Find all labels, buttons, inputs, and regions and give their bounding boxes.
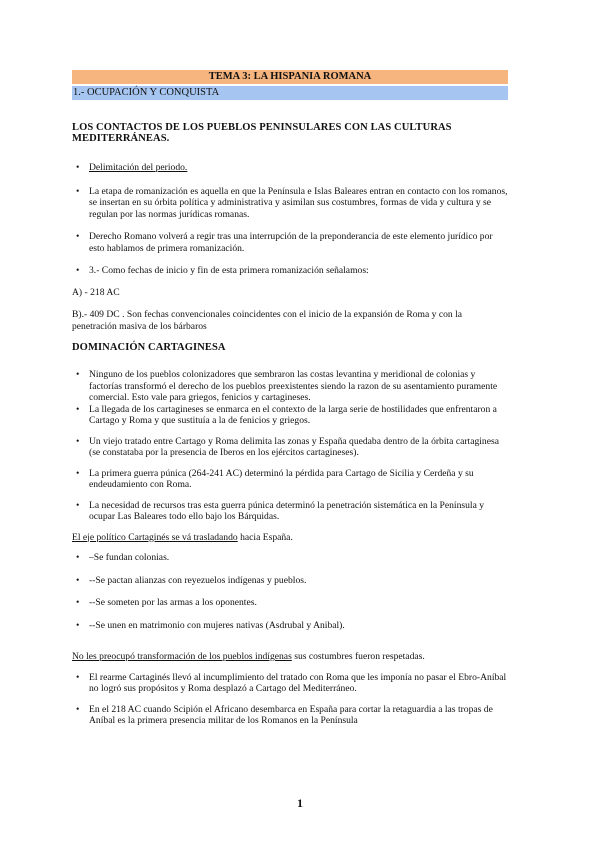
- list-item: • Ninguno de los pueblos colonizadores que sembraron las costas levantina y meridional de colonias y factorías transformó el derecho de los pueblos preexistentes siendo la razon de su asentamiento puramente comercial. Esto vale para griegos, fenicios y cartagineses.: [72, 369, 508, 404]
- dominacion-list: [72, 369, 508, 523]
- list-item: • La necesidad de recursos tras esta guerra púnica determinó la penetración sistemática en la Península y ocupar Las Baleares todo ello bajo los Bárquidas.: [72, 500, 508, 523]
- list-item: • El rearme Cartaginés llevó al incumplimiento del tratado con Roma que les imponía no pasar el Ebro-Aníbal no logró sus propósitos y Roma desplazó a Cartago del Mediterráneo.: [72, 672, 508, 695]
- date-start: A) - 218 AC: [72, 286, 120, 298]
- list-item: • --Se pactan alianzas con reyezuelos indígenas y pueblos.: [72, 575, 508, 587]
- list-item: • Derecho Romano volverá a regir tras una interrupción de la preponderancia de este elemento jurídico por esto hablamos de primera romanización.: [72, 231, 508, 254]
- eje-politico-paragraph: El eje político Cartaginés se vá trasladando hacia España.: [72, 531, 293, 543]
- page-number: 1: [297, 796, 303, 810]
- list-item: • Un viejo tratado entre Cartago y Roma delimita las zonas y España quedaba dentro de la órbita cartaginesa (se constataba por la presencia de Iberos en los ejércitos cartagineses).: [72, 436, 508, 459]
- date-end: B).- 409 DC . Son fechas convencionales coincidentes con el inicio de la expansión de Roma y con la penetración masiva de los bárbaros: [72, 309, 463, 332]
- list-item: • La llegada de los cartagineses se enmarca en el contexto de la larga serie de hostilidades que enfrentaron a Cartago y Roma y que sustituía a la de fenicios y griegos.: [72, 404, 508, 427]
- document-page: [72, 70, 508, 727]
- indigenas-paragraph: No les preocupó transformación de los pueblos indígenas sus costumbres fueron respetadas.: [72, 651, 425, 662]
- final-list: [72, 672, 508, 727]
- list-item: • Delimitación del periodo.: [72, 162, 508, 174]
- list-item: • La primera guerra púnica (264-241 AC) determinó la pérdida para Cartago de Sicilia y Cerdeña y su endeudamiento con Roma.: [72, 468, 508, 491]
- list-item: • La etapa de romanización es aquella en que la Península e Islas Baleares entran en contacto con los romanos, se insertan en su órbita política y administrativa y asimilan sus costumbres, formas de vida y cultura y se regulan por las normas jurídicas romanas.: [72, 186, 508, 221]
- list-item: • –Se fundan colonias.: [72, 552, 508, 564]
- section-heading-dominacion: DOMINACIÓN CARTAGINESA: [72, 342, 226, 353]
- list-item: • En el 218 AC cuando Scipión el Africano desembarca en España para cortar la retaguardia a las tropas de Aníbal es la primera presencia militar de los Romanos en la Península: [72, 704, 508, 727]
- document-title: TEMA 3: LA HISPANIA ROMANA: [72, 70, 508, 84]
- list-item: • 3.- Como fechas de inicio y fin de esta primera romanización señalamos:: [72, 265, 508, 277]
- section-title: 1.- OCUPACIÓN Y CONQUISTA: [72, 86, 508, 100]
- eje-list: [72, 552, 508, 631]
- list-item: • --Se unen en matrimonio con mujeres nativas (Asdrubal y Anibal).: [72, 620, 508, 632]
- contactos-list: [72, 162, 508, 277]
- list-item: • --Se someten por las armas a los oponentes.: [72, 597, 508, 609]
- section-heading-contactos: LOS CONTACTOS DE LOS PUEBLOS PENINSULARES CON LAS CULTURAS MEDITERRÁNEAS.: [72, 122, 452, 144]
